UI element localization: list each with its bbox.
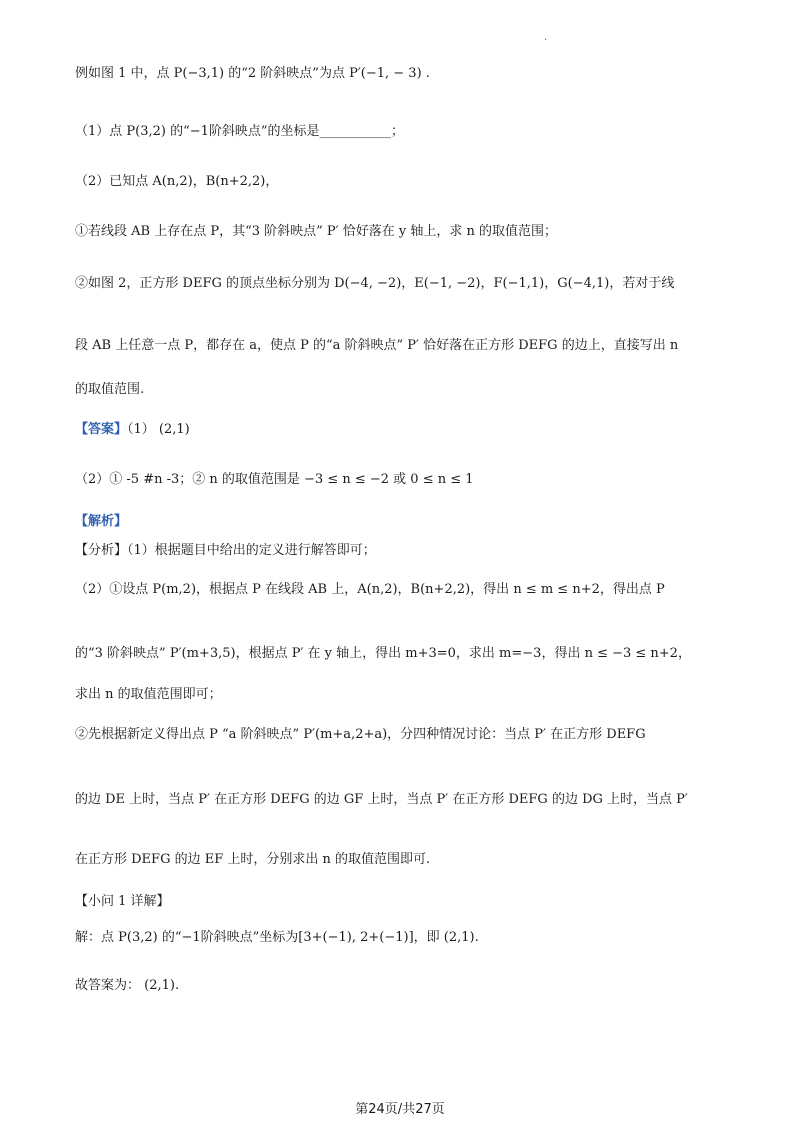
question-2b-line-1: ②如图 2，正方形 DEFG 的顶点坐标分别为 D(−4, −2)，E(−1, −2)，F(−1,1)，G(−4,1)，若对于线 [75, 276, 675, 291]
question-2: （2）已知点 A(n,2)，B(n+2,2)， [75, 174, 279, 189]
header-dot: . [544, 32, 548, 43]
analysis-line-7: 在正方形 DEFG 的边 EF 上时，分别求出 n 的取值范围即可. [75, 852, 431, 867]
answer-label: 【答案】 [75, 422, 128, 437]
example-line: 例如图 1 中，点 P(−3,1) 的“2 阶斜映点”为点 P′(−1, − 3) . [75, 66, 430, 81]
analysis-line-4: 求出 n 的取值范围即可； [75, 687, 222, 702]
analysis-line-1: 【分析】（1）根据题目中给出的定义进行解答即可； [75, 543, 376, 558]
jiexi-heading: 【解析】 [75, 514, 128, 529]
detail-line-1: 解：点 P(3,2) 的“−1阶斜映点”坐标为[3+(−1), 2+(−1)]，即 (2,1). [75, 930, 479, 945]
question-1: （1）点 P(3,2) 的“−1阶斜映点”的坐标是___________； [75, 124, 405, 139]
answer-line-1: 【答案】（1） (2,1) [75, 422, 190, 437]
detail-line-2: 故答案为： (2,1). [75, 978, 180, 993]
question-2b-line-3: 的取值范围. [75, 382, 145, 397]
analysis-line-6: 的边 DE 上时，当点 P′ 在正方形 DEFG 的边 GF 上时，当点 P′ 在正方形 DEFG 的边 DG 上时，当点 P′ [75, 792, 688, 807]
page-footer: 第24页/共27页 [355, 1102, 445, 1117]
analysis-line-3: 的“3 阶斜映点” P′(m+3,5)，根据点 P′ 在 y 轴上，得出 m+3=0，求出 m=−3，得出 n ≤ −3 ≤ n+2， [75, 646, 691, 661]
analysis-line-2: （2）①设点 P(m,2)，根据点 P 在线段 AB 上，A(n,2)，B(n+2,2)，得出 n ≤ m ≤ n+2，得出点 P [75, 582, 665, 597]
question-2b-line-2: 段 AB 上任意一点 P，都存在 a，使点 P 的“a 阶斜映点” P′ 恰好落在正方形 DEFG 的边上，直接写出 n [75, 338, 679, 353]
question-2a: ①若线段 AB 上存在点 P，其“3 阶斜映点” P′ 恰好落在 y 轴上，求 n 的取值范围； [75, 224, 557, 239]
analysis-line-5: ②先根据新定义得出点 P “a 阶斜映点” P′(m+a,2+a)，分四种情况讨论：当点 P′ 在正方形 DEFG [75, 727, 646, 742]
detail-heading: 【小问 1 详解】 [75, 894, 170, 909]
answer-line-2: （2）① -5 #n -3；② n 的取值范围是 −3 ≤ n ≤ −2 或 0 ≤ n ≤ 1 [75, 472, 474, 487]
